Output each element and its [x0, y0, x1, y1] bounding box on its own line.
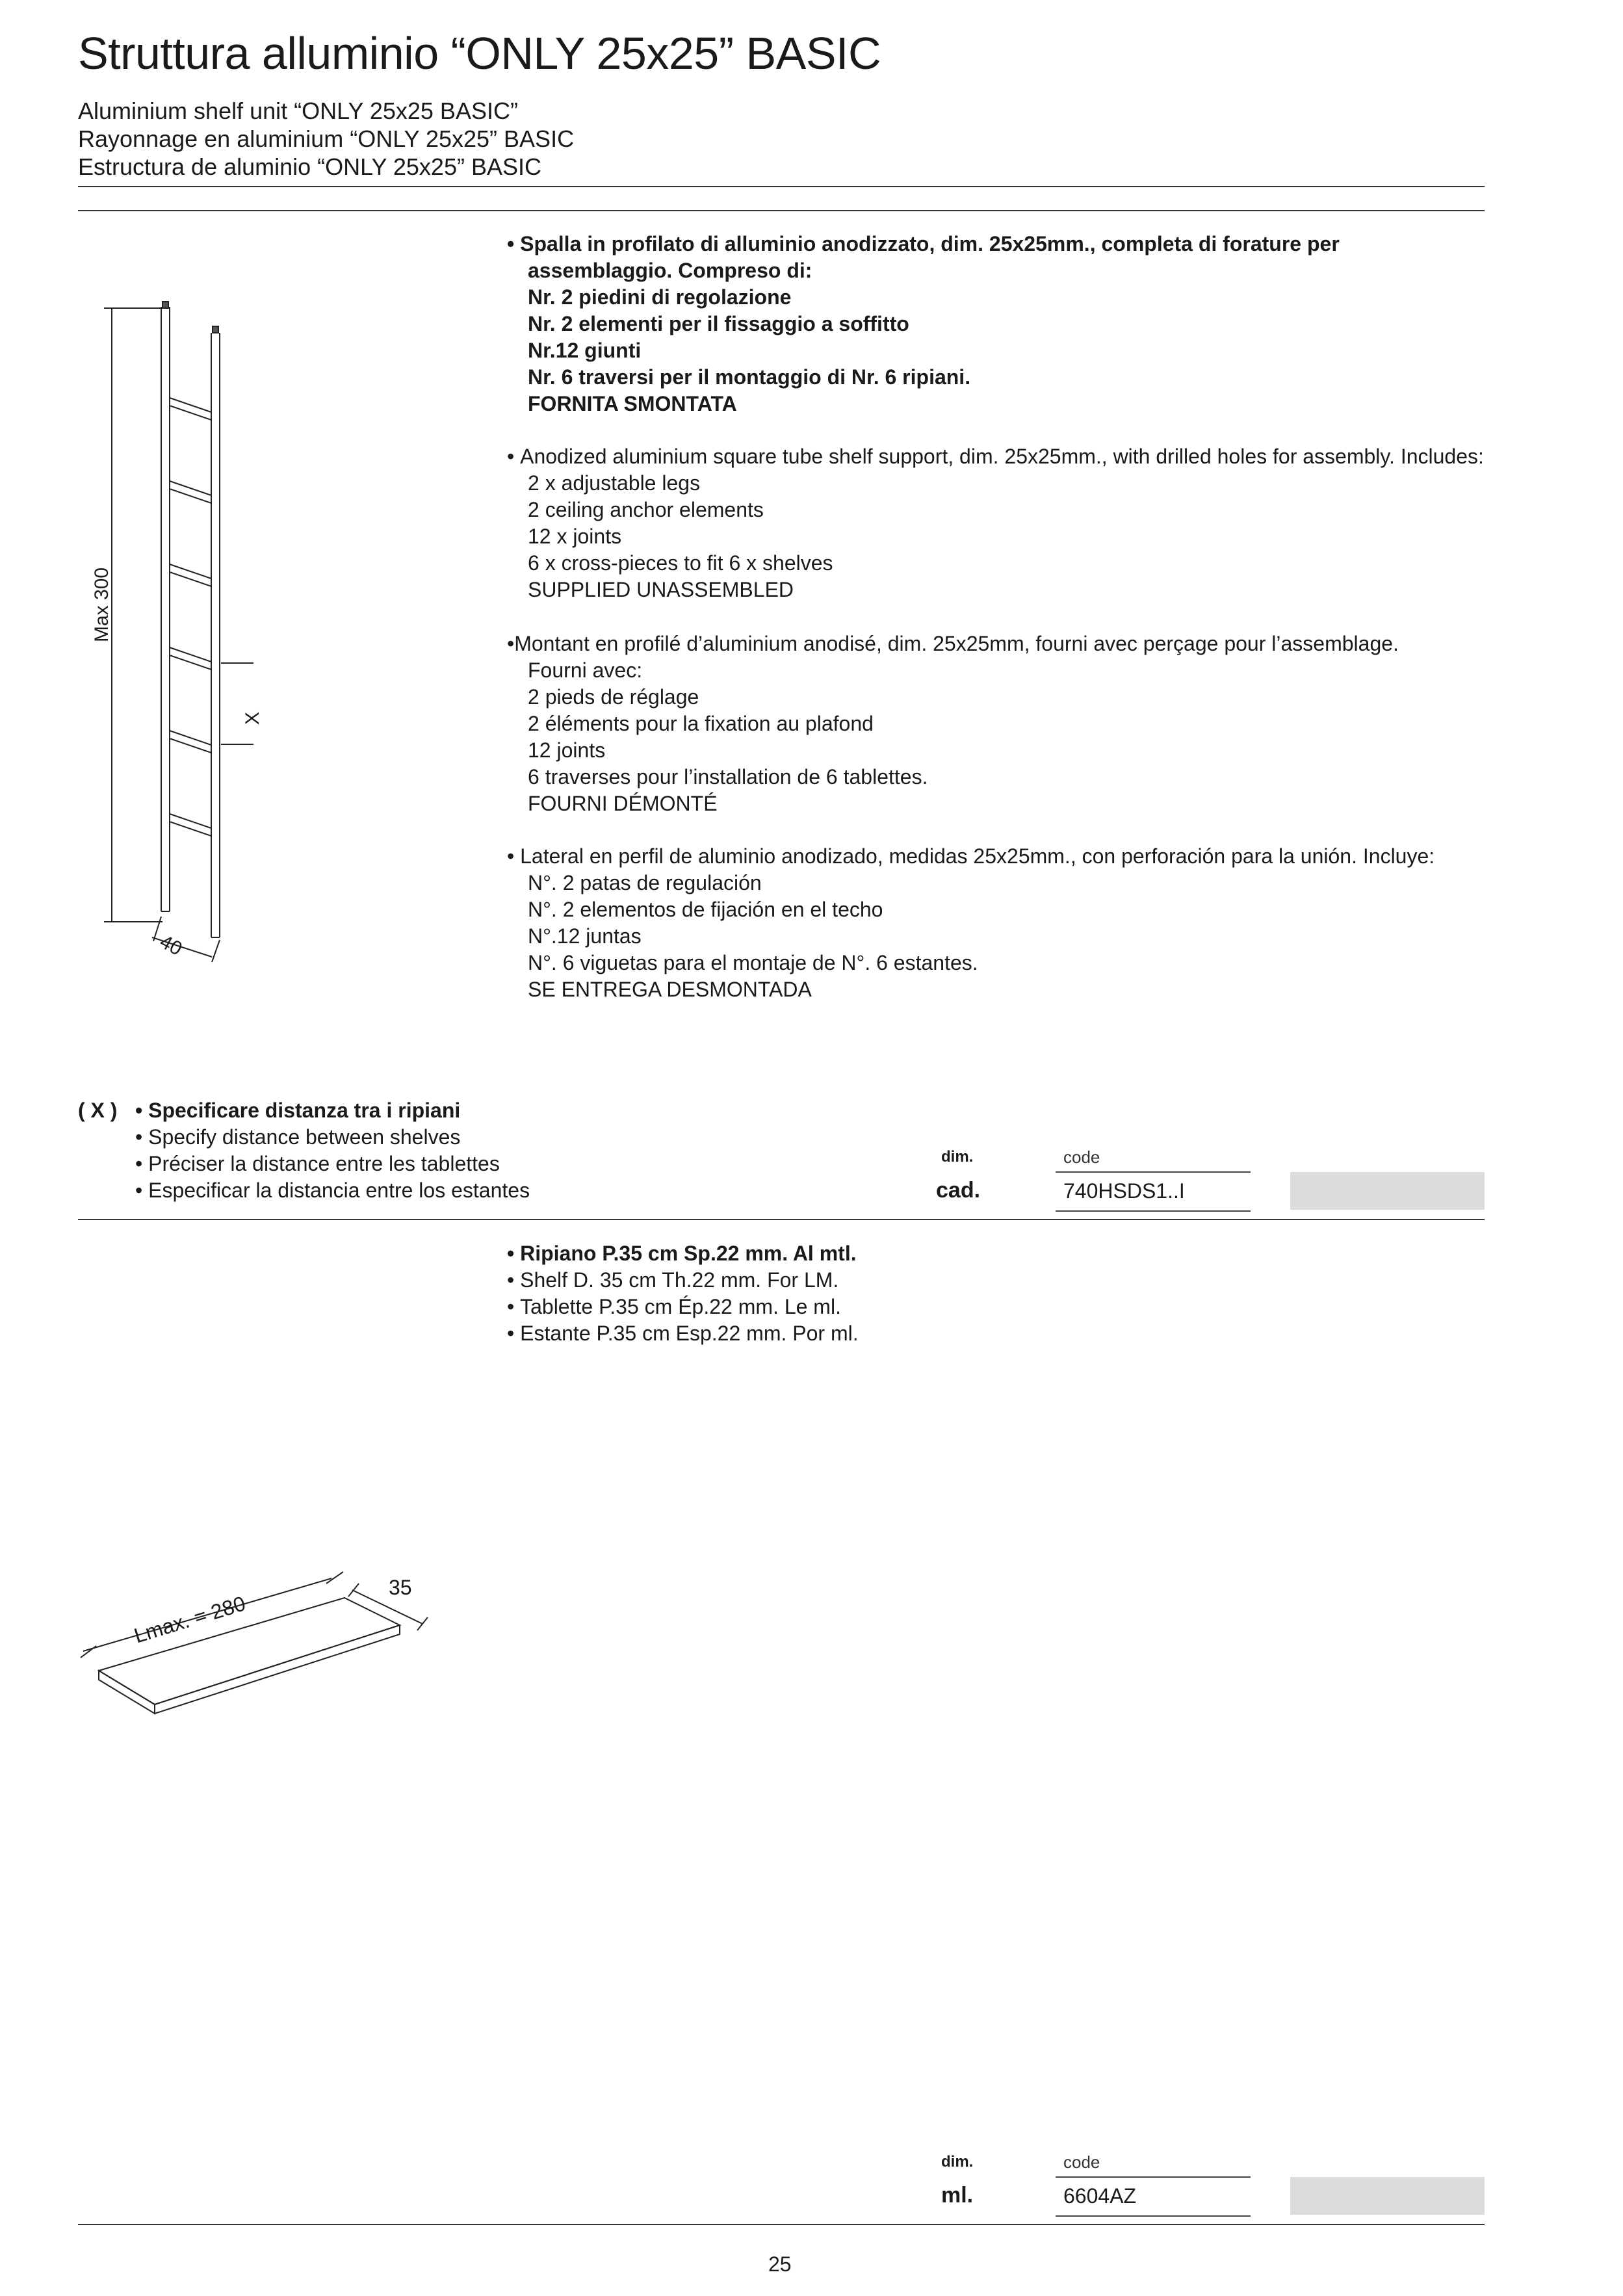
unit-value: ml.: [941, 2183, 974, 2208]
footer-divider: [78, 2224, 1485, 2225]
cross-pieces: [170, 398, 211, 836]
shelf-board-diagram: [71, 1560, 435, 1729]
table-divider: [1056, 1210, 1251, 1212]
spacing-label: X: [242, 711, 263, 725]
table-divider: [1056, 1171, 1251, 1173]
description-es: • Lateral en perfil de aluminio anodizado, medidas 25x25mm., con perforación para la unión. Incluye: N°. 2 patas de regulación N°. 2 elementos de fijación en el techo N°.12 juntas N°. 6 viguetas para el montaje de N°. 6 estantes. SE ENTREGA DESMONTADA: [507, 844, 1435, 1001]
shelf-description-en: Shelf D. 35 cm Th.22 mm. For LM.: [520, 1268, 839, 1292]
dim-column-label: dim.: [941, 2153, 974, 2171]
description-en: • Anodized aluminium square tube shelf support, dim. 25x25mm., with drilled holes for assembly. Includes: 2 x adjustable legs 2 ceiling anchor elements 12 x joints 6 x cross-pieces to fit 6 x shelves SUPPLIED UNASSEMBLED: [507, 445, 1484, 601]
code-column-label: code: [1063, 2152, 1100, 2172]
page-number: 25: [768, 2252, 792, 2276]
subtitle-es: Estructura de aluminio “ONLY 25x25” BASIC: [78, 153, 541, 180]
dim-column-label: dim.: [941, 1148, 974, 1166]
product-code: 740HSDS1..I: [1063, 1179, 1185, 1203]
shelf-description-fr: Tablette P.35 cm Ép.22 mm. Le ml.: [520, 1295, 841, 1318]
spacing-note: • Specificare distanza tra i ripiani • Specify distance between shelves • Préciser la distance entre les tablettes • Especificar la distancia entre los estantes: [135, 1099, 530, 1202]
note-marker: ( X ): [78, 1099, 118, 1122]
height-label: Max 300: [91, 567, 112, 642]
unit-value: cad.: [936, 1178, 981, 1203]
section-divider-top: [78, 210, 1485, 211]
section-divider: [78, 1219, 1485, 1220]
shelf-description-it: Ripiano P.35 cm Sp.22 mm. Al mtl.: [520, 1242, 857, 1265]
table-divider: [1056, 2176, 1251, 2178]
table-divider: [1056, 2215, 1251, 2217]
price-field: [1290, 2177, 1485, 2215]
page-title: Struttura alluminio “ONLY 25x25” BASIC: [78, 28, 881, 79]
shelf-description-es: Estante P.35 cm Esp.22 mm. Por ml.: [520, 1322, 859, 1345]
bullet: •: [507, 232, 521, 255]
price-field: [1290, 1172, 1485, 1210]
description-fr: •Montant en profilé d’aluminium anodisé, dim. 25x25mm, fourni avec perçage pour l’assemblage. Fourni avec: 2 pieds de réglage 2 éléments pour la fixation au plafond 12 joints 6 traverses pour l’installation de 6 tablettes. FOURNI DÉMONTÉ: [507, 632, 1399, 815]
subtitle-en: Aluminium shelf unit “ONLY 25x25 BASIC”: [78, 98, 518, 124]
product-code: 6604AZ: [1063, 2184, 1137, 2208]
code-column-label: code: [1063, 1147, 1100, 1167]
length-label: Lmax. = 280: [131, 1591, 248, 1648]
shelf-depth-label: 35: [389, 1576, 412, 1599]
depth-label: 40: [156, 931, 186, 960]
description-it: • Spalla in profilato di alluminio anodizzato, dim. 25x25mm., completa di forature per assemblaggio. Compreso di: Nr. 2 piedini di regolazione Nr. 2 elementi per il fissaggio a soffitto Nr.12 giunti Nr. 6 traversi per il montaggio di Nr. 6 ripiani. FORNITA SMONTATA: [507, 232, 1340, 415]
header-divider: [78, 186, 1485, 187]
subtitle-fr: Rayonnage en aluminium “ONLY 25x25” BASIC: [78, 125, 575, 152]
shelf-description: • Ripiano P.35 cm Sp.22 mm. Al mtl. • Shelf D. 35 cm Th.22 mm. For LM. • Tablette P.35 cm Ép.22 mm. Le ml. • Estante P.35 cm Esp.22 mm. Por ml.: [507, 1242, 859, 1345]
